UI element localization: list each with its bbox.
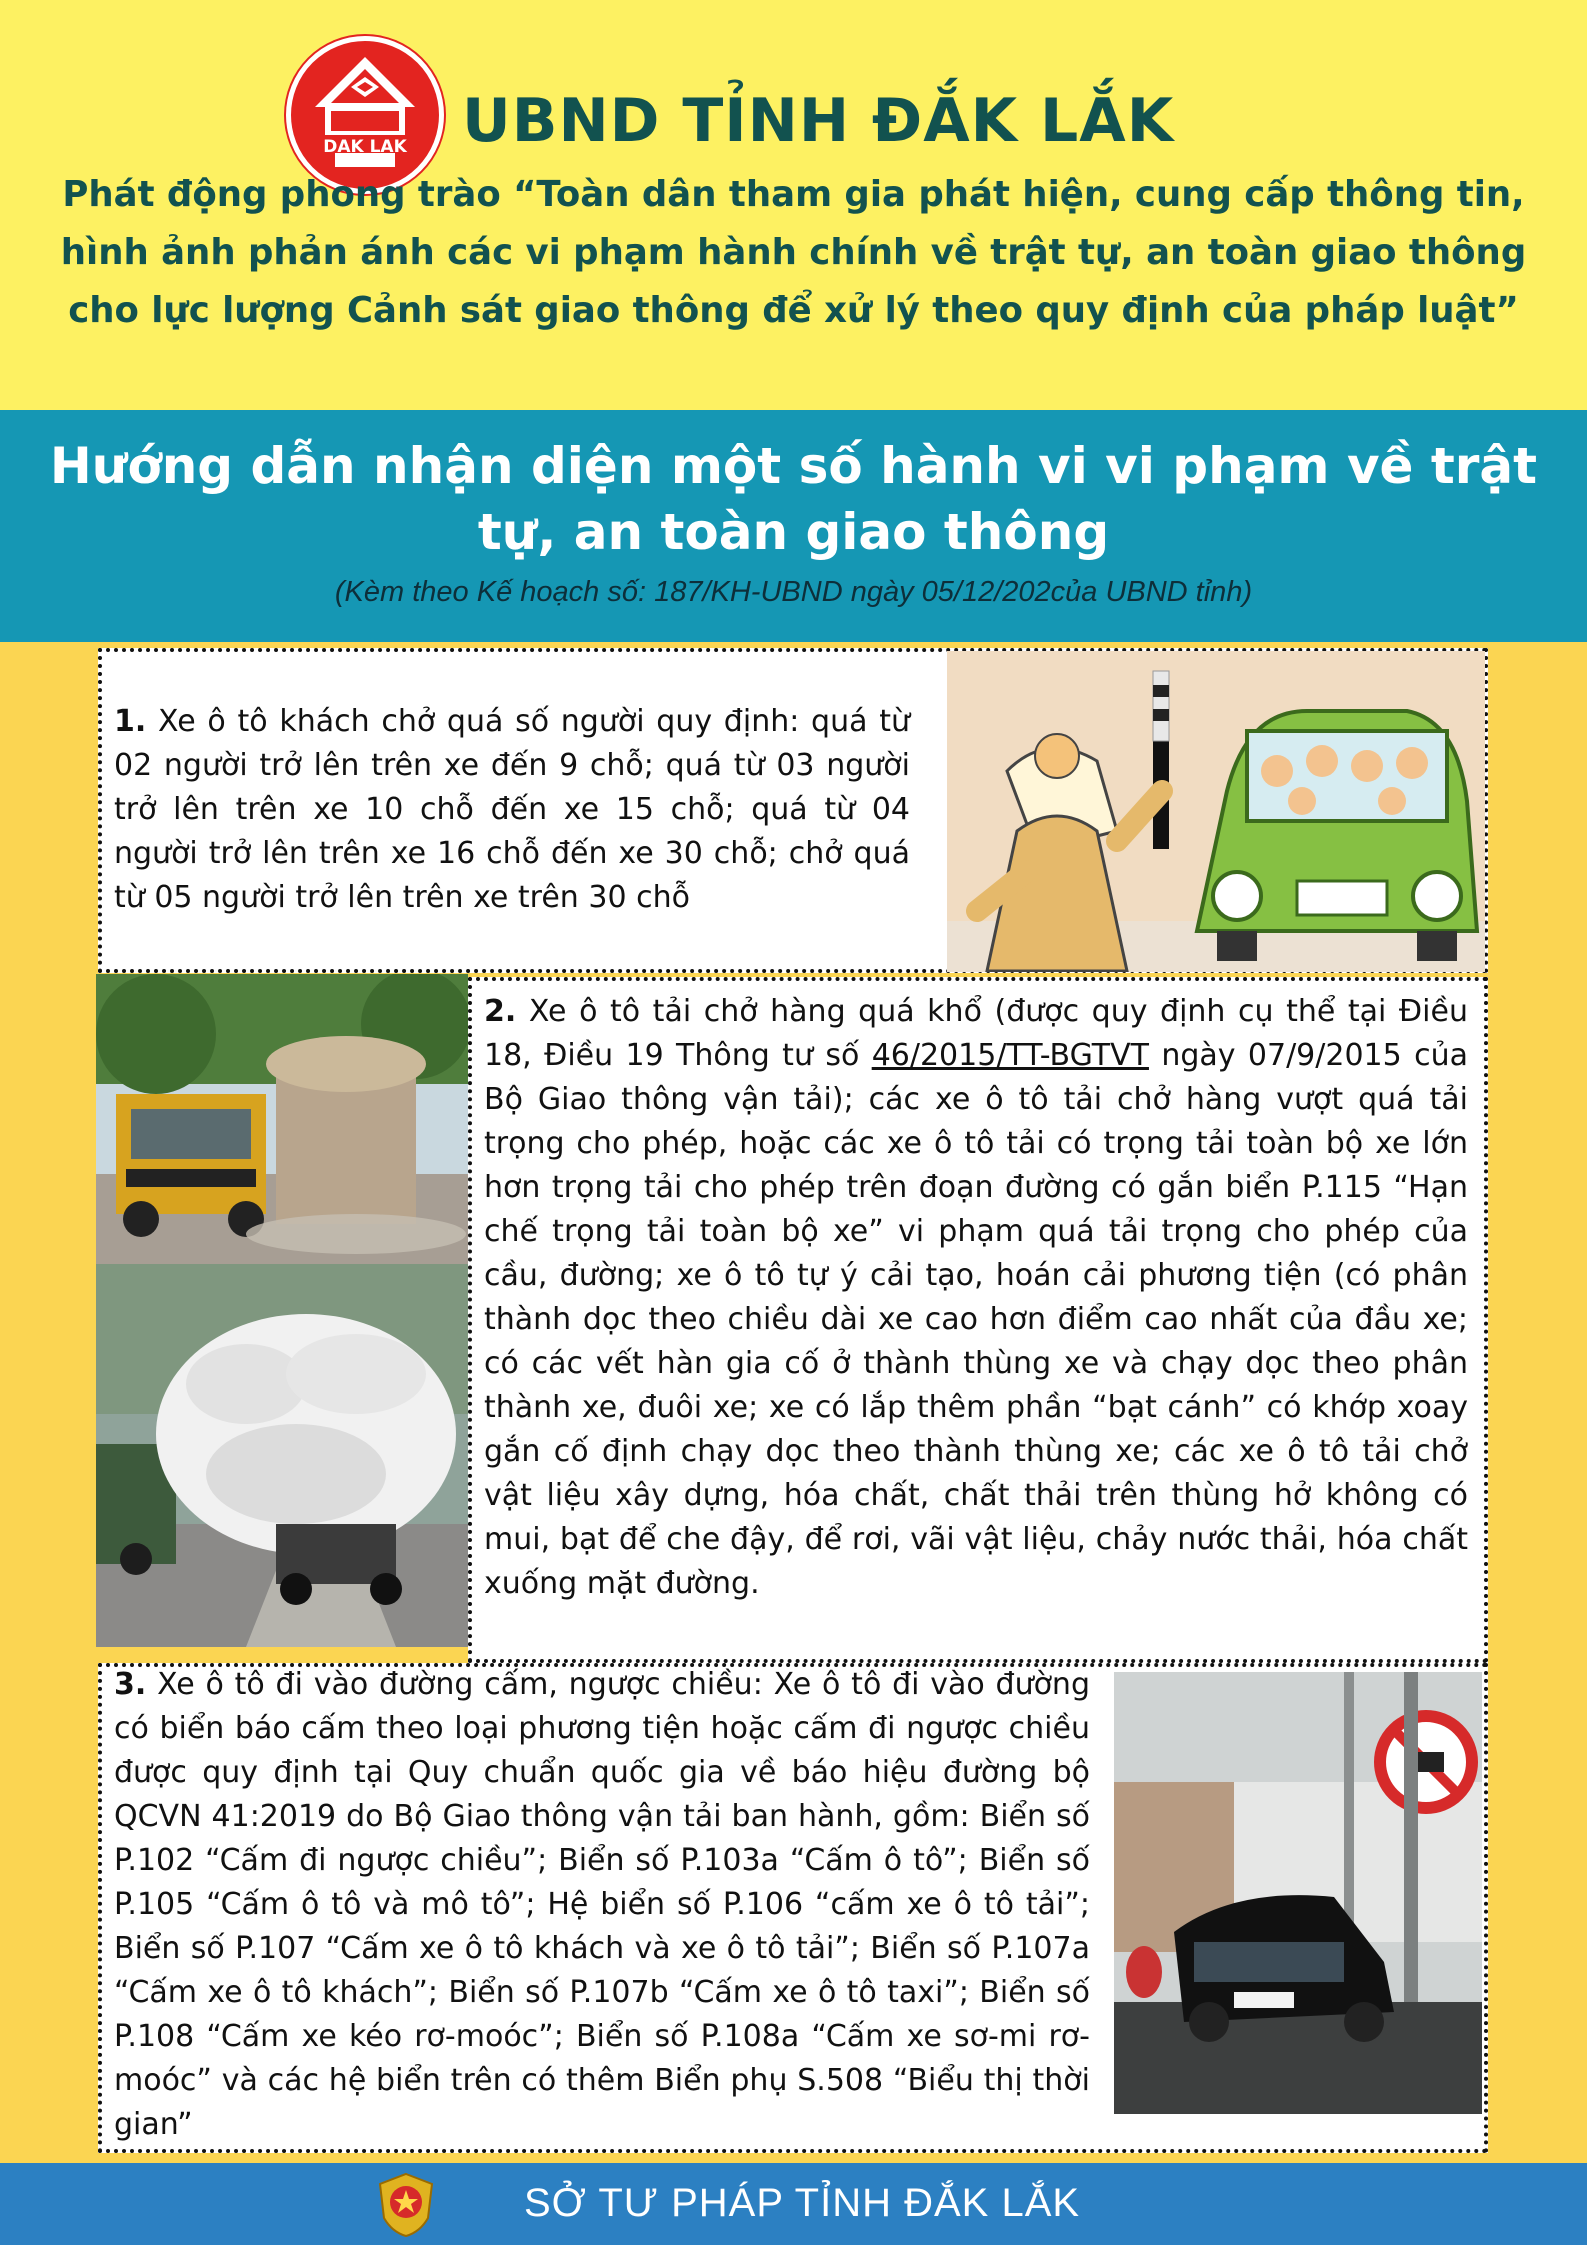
footer — [0, 2163, 1587, 2245]
plan-reference: (Kèm theo Kế hoạch số: 187/KH-UBND ngày 05/12/202của UBND tỉnh) — [334, 576, 1253, 608]
police-emblem-icon — [374, 2172, 438, 2238]
campaign-line: hình ảnh phản ánh các vi phạm hành chính về trật tự, an toàn giao thông — [60, 232, 1527, 273]
guide-title-line: Hướng dẫn nhận diện một số hành vi vi phạm về trật — [49, 437, 1538, 495]
guide-title — [30, 433, 1557, 565]
logo-text: DAK LAK — [323, 137, 407, 157]
overloaded-car-illustration — [947, 651, 1485, 972]
item-3-text — [114, 1663, 1090, 2147]
footer-org-name: SỞ TƯ PHÁP TỈNH ĐẮK LẮK — [524, 2181, 1081, 2225]
item-2-text — [484, 990, 1468, 1606]
circular-link[interactable]: 46/2015/TT-BGTVT — [871, 1038, 1149, 1073]
org-name: UBND TỈNH ĐẮK LẮK — [462, 86, 1175, 156]
item-number: 2. — [484, 994, 517, 1029]
item-number: 1. — [114, 704, 147, 739]
item-description: Xe ô tô đi vào đường cấm, ngược chiều: Xe ô tô đi vào đường có biển báo cấm theo loại phương tiện hoặc cấm đi ngược chiều được quy định tại Quy chuẩn quốc gia về báo hiệu đường bộ QCVN 41:2019 do Bộ Giao thông vận tải ban hành, gồm: Biển số P.102 “Cấm đi ngược chiều”; Biển số P.103a “Cấm ô tô”; Biển số P.105 “Cấm ô tô và mô tô”; Hệ biển số P.106 “cấm xe ô tô tải”; Biển số P.107 “Cấm xe ô tô khách và xe ô tô tải”; Biển số P.107a “Cấm xe ô tô khách”; Biển số P.107b “Cấm xe ô tô taxi”; Biển số P.108 “Cấm xe kéo rơ-moóc”; Biển số P.108a “Cấm xe sơ-mi rơ-moóc” và các hệ biển trên có thêm Biển phụ S.508 “Biểu thị thời gian” — [114, 1667, 1090, 2142]
item-description-cont: ngày 07/9/2015 của Bộ Giao thông vận tải); các xe ô tô tải chở hàng vượt quá tải trọng cho phép, hoặc các xe ô tô tải có trọng tải toàn bộ xe lớn hơn trọng tải cho phép trên đoạn đường có gắn biển P.115 “Hạn chế trọng tải toàn bộ xe” vi phạm quá tải trọng cho phép của cầu, đường; xe ô tô tự ý cải tạo, hoán cải phương tiện (có phân thành dọc theo chiều dài xe cao hơn điểm cao nhất của đầu xe; có các vết hàn gia cố ở thành thùng xe và chạy dọc theo phân thành xe, đuôi xe; xe có lắp thêm phần “bạt cánh” có khớp xoay gắn cố định chạy dọc theo thành thùng xe; các xe ô tô tải chở vật liệu xây dựng, hóa chất, chất thải trên thùng hở không có mui, bạt để che đậy, để rơi, vãi vật liệu, chảy nước thải, hóa chất xuống mặt đường. — [484, 1038, 1468, 1601]
title-band — [0, 410, 1587, 642]
campaign-line: cho lực lượng Cảnh sát giao thông để xử lý theo quy định của pháp luật” — [68, 290, 1519, 331]
no-entry-street-photo — [1114, 1672, 1482, 2114]
campaign-title — [20, 166, 1567, 340]
item-1-text — [114, 700, 910, 920]
campaign-line: Phát động phong trào “Toàn dân tham gia phát hiện, cung cấp thông tin, — [62, 174, 1525, 215]
item-description: Xe ô tô tải chở hàng quá khổ (được quy định cụ thể tại Điều 18, Điều 19 Thông tư số — [484, 994, 1468, 1073]
item-description: Xe ô tô khách chở quá số người quy định: quá từ 02 người trở lên trên xe đến 9 chỗ; quá từ 03 người trở lên trên xe 10 chỗ đến xe 15 chỗ; quá từ 04 người trở lên trên xe 16 chỗ đến xe 30 chỗ; chở quá từ 05 người trở lên trên xe trên 30 chỗ — [114, 704, 910, 915]
header — [0, 0, 1587, 410]
item-number: 3. — [114, 1667, 147, 1702]
dump-truck-photo — [96, 974, 468, 1264]
guide-title-line: tự, an toàn giao thông — [477, 503, 1110, 561]
overloaded-cargo-truck-photo — [96, 1264, 468, 1647]
